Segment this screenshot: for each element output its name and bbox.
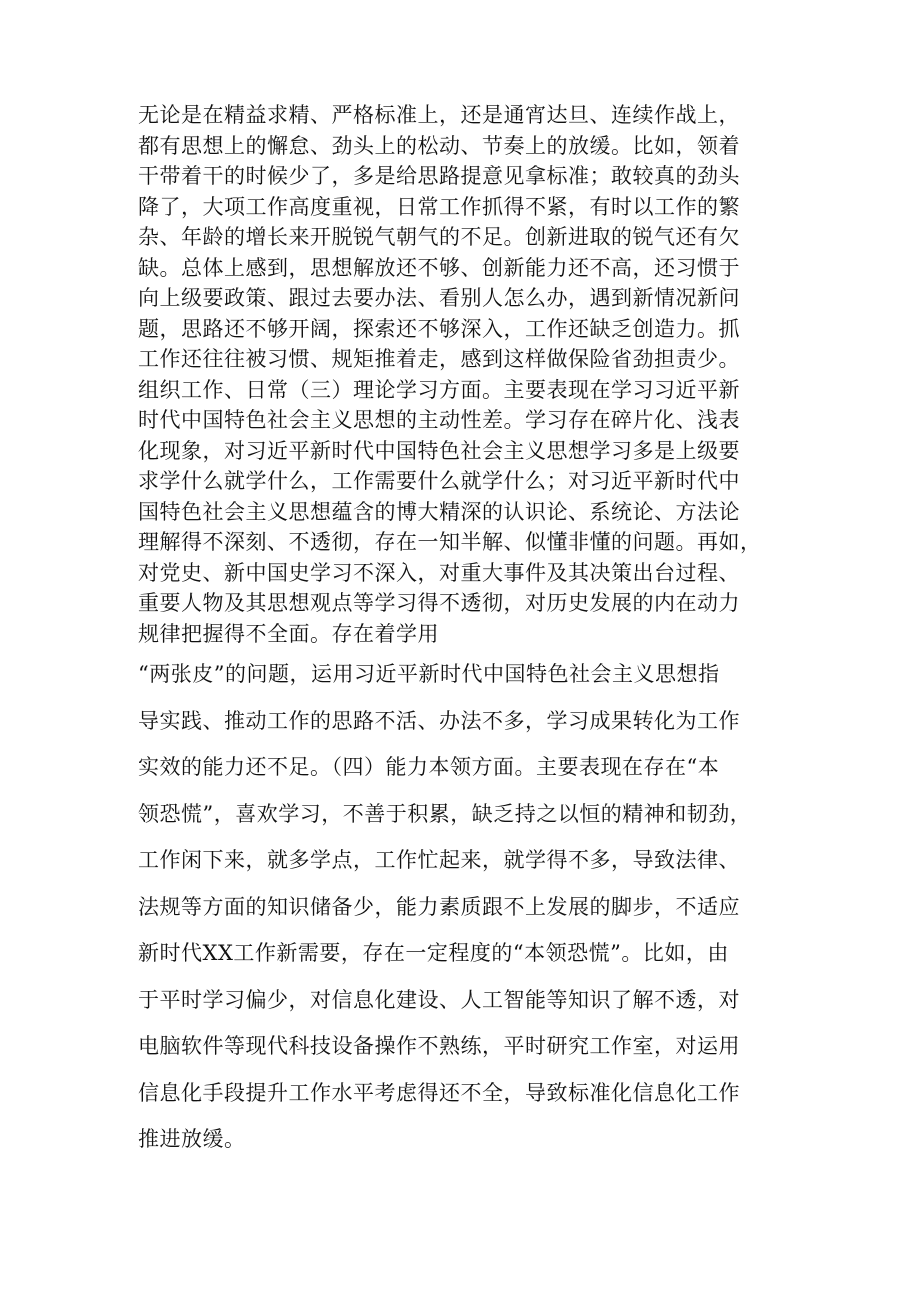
- text-line: 组织工作、日常（三）理论学习方面。主要表现在学习习近平新: [138, 377, 740, 402]
- text-line: 国特色社会主义思想蕴含的博大精深的认识论、系统论、方法论: [138, 499, 740, 524]
- text-line: 规律把握得不全面。存在着学用: [138, 621, 439, 646]
- text-line: 法规等方面的知识储备少，能力素质跟不上发展的脚步，不适应: [138, 894, 740, 919]
- paragraph-block-2: [138, 651, 798, 1163]
- text-line: 新时代XX工作新需要，存在一定程度的“本领恐慌”。比如，由: [138, 941, 729, 965]
- text-line: 于平时学习偏少，对信息化建设、人工智能等知识了解不透，对: [138, 987, 740, 1012]
- text-line: 实效的能力还不足。（四）能力本领方面。主要表现在存在“本: [138, 755, 720, 779]
- text-line: 信息化手段提升工作水平考虑得还不全，导致标准化信息化工作: [138, 1080, 740, 1105]
- text-line: 无论是在精益求精、严格标准上，还是通宵达旦、连续作战上，: [138, 103, 740, 127]
- text-line: 电脑软件等现代科技设备操作不熟练，平时研究工作室，对运用: [138, 1034, 740, 1058]
- text-line: 推进放缓。: [138, 1127, 246, 1151]
- text-line: 领恐慌”，喜欢学习，不善于积累，缺乏持之以恒的精神和韧劲，: [138, 801, 752, 826]
- text-line: 缺。总体上感到，思想解放还不够、创新能力还不高，还习惯于: [138, 255, 740, 280]
- text-line: “两张皮”的问题，运用习近平新时代中国特色社会主义思想指: [138, 662, 720, 686]
- text-line: 题，思路还不够开阔，探索还不够深入，工作还缺乏创造力。抓: [138, 316, 740, 341]
- text-line: 降了，大项工作高度重视，日常工作抓得不紧，有时以工作的繁: [138, 194, 740, 219]
- text-line: 杂、年龄的增长来开脱锐气朝气的不足。创新进取的锐气还有欠: [138, 225, 740, 249]
- text-line: 重要人物及其思想观点等学习得不透彻，对历史发展的内在动力: [138, 591, 740, 615]
- text-line: 干带着干的时候少了，多是给思路提意见拿标准；敢较真的劲头: [138, 164, 740, 188]
- paragraph-block-1: [138, 100, 798, 649]
- text-line: 都有思想上的懈怠、劲头上的松动、节奏上的放缓。比如，领着: [138, 133, 740, 158]
- text-line: 求学什么就学什么，工作需要什么就学什么；对习近平新时代中: [138, 469, 740, 493]
- text-line: 向上级要政策、跟过去要办法、看别人怎么办，遇到新情况新问: [138, 286, 740, 310]
- text-line: 工作闲下来，就多学点，工作忙起来，就学得不多，导致法律、: [138, 848, 740, 872]
- text-line: 化现象，对习近平新时代中国特色社会主义思想学习多是上级要: [138, 438, 740, 463]
- text-line: 时代中国特色社会主义思想的主动性差。学习存在碎片化、浅表: [138, 408, 740, 432]
- text-line: 导实践、推动工作的思路不活、办法不多，学习成果转化为工作: [138, 708, 740, 733]
- text-line: 工作还往往被习惯、规矩推着走，感到这样做保险省劲担责少。: [138, 347, 740, 371]
- text-line: 对党史、新中国史学习不深入，对重大事件及其决策出台过程、: [138, 560, 740, 585]
- text-line: 理解得不深刻、不透彻，存在一知半解、似懂非懂的问题。再如，: [138, 530, 762, 554]
